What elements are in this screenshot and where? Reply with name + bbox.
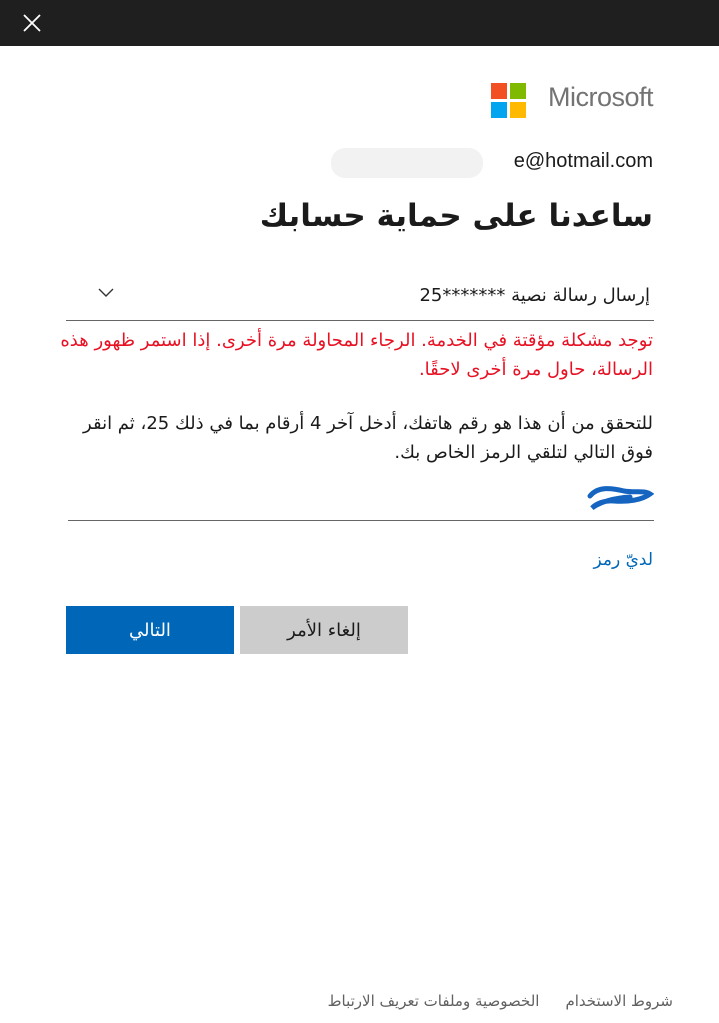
- chevron-down-icon: [98, 288, 114, 298]
- page-title: ساعدنا على حماية حسابك: [259, 198, 653, 234]
- digits-input[interactable]: [68, 478, 654, 520]
- brand-name: Microsoft: [547, 82, 653, 112]
- footer-links: [328, 992, 673, 1010]
- microsoft-logo-icon: [491, 83, 526, 118]
- email-redaction: [331, 148, 483, 178]
- error-message: توجد مشكلة مؤقتة في الخدمة. الرجاء المحاولة مرة أخرى. إذا استمر ظهور هذه الرسالة، حاول مرة أخرى لاحقًا.: [60, 330, 653, 380]
- cancel-button[interactable]: إلغاء الأمر: [240, 606, 408, 654]
- verification-method-select[interactable]: [66, 276, 654, 321]
- privacy-link[interactable]: الخصوصية وملفات تعريف الارتباط: [327, 992, 540, 1010]
- instructions-text: للتحقق من أن هذا هو رقم هاتفك، أدخل آخر 4 أرقام بما في ذلك 25، ثم انقر فوق التالي لتلقي الرمز الخاص بك.: [83, 413, 653, 463]
- have-code-link[interactable]: لديّ رمز: [593, 550, 653, 570]
- next-button[interactable]: التالي: [66, 606, 234, 654]
- account-email: [333, 148, 653, 180]
- selected-method: إرسال رسالة نصية *******25: [419, 285, 650, 306]
- terms-link[interactable]: شروط الاستخدام: [565, 992, 673, 1010]
- email-text: e@hotmail.com: [513, 150, 653, 172]
- title-bar: [0, 0, 719, 46]
- close-icon: [23, 14, 41, 32]
- phone-digits-field[interactable]: [68, 478, 654, 521]
- close-button[interactable]: [14, 5, 50, 41]
